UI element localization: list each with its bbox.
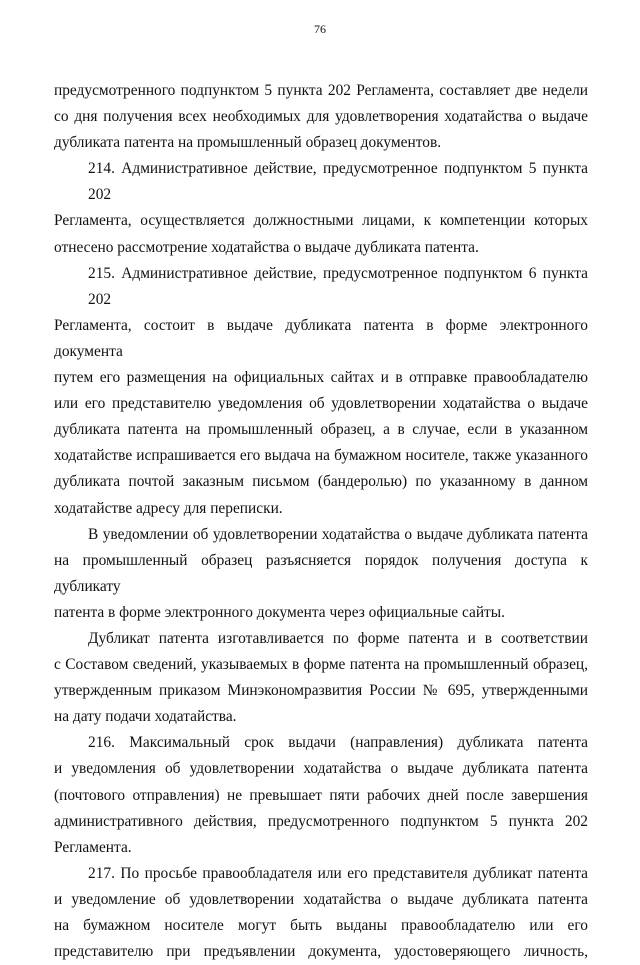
text-line: Регламента. <box>54 838 132 856</box>
text-line: В уведомлении об удовлетворении ходатайства о выдаче дубликата патента <box>88 525 588 543</box>
document-body <box>54 78 588 965</box>
text-line: 215. Административное действие, предусмотренное подпунктом 6 пункта 202 <box>88 264 588 308</box>
text-line: и уведомление об удовлетворении ходатайства о выдаче дубликата патента <box>54 890 588 908</box>
text-line: и уведомления об удовлетворении ходатайства о выдаче дубликата патента <box>54 760 588 778</box>
text-line: утвержденным приказом Минэкономразвития России № 695, утвержденными <box>54 682 588 700</box>
text-line: дубликата патента на промышленный образец документов. <box>54 134 442 152</box>
text-line: на бумажном носителе могут быть выданы правообладателю или его <box>54 917 588 934</box>
text-line: отнесено рассмотрение ходатайства о выдаче дубликата патента. <box>54 238 479 256</box>
text-line: патента в форме электронного документа через официальные сайты. <box>54 603 505 621</box>
paragraph <box>54 261 588 522</box>
text-line: административного действия, предусмотренного подпунктом 5 пункта 202 <box>54 812 588 830</box>
text-line: Регламента, состоит в выдаче дубликата патента в форме электронного документа <box>54 316 588 360</box>
page-number: 76 <box>314 22 326 36</box>
text-line: или его представителю уведомления об удовлетворении ходатайства о выдаче <box>54 395 588 413</box>
text-line: дубликата почтой заказным письмом (бандеролью) по указанному в данном <box>54 473 588 491</box>
text-line: путем его размещения на официальных сайтах и в отправке правообладателю <box>54 369 588 387</box>
text-line: со дня получения всех необходимых для удовлетворения ходатайства о выдаче <box>54 108 588 126</box>
text-line: 217. По просьбе правообладателя или его представителя дубликат патента <box>88 864 588 882</box>
paragraph <box>54 78 588 156</box>
scan-artifact <box>0 897 640 899</box>
text-line: предусмотренного подпунктом 5 пункта 202 Регламента, составляет две недели <box>54 82 588 99</box>
paragraph <box>54 522 588 626</box>
text-line: дубликата патента на промышленный образец, а в случае, если в указанном <box>54 421 588 439</box>
text-line: представителю при предъявлении документа, удостоверяющего личность, <box>54 943 588 961</box>
paragraph <box>54 626 588 730</box>
text-line: Дубликат патента изготавливается по форме патента и в соответствии <box>88 629 588 647</box>
paragraph <box>54 156 588 260</box>
text-line: 214. Административное действие, предусмотренное подпунктом 5 пункта 202 <box>88 160 588 204</box>
text-line: (почтового отправления) не превышает пяти рабочих дней после завершения <box>54 786 588 804</box>
text-line: на промышленный образец разъясняется порядок получения доступа к дубликату <box>54 551 588 595</box>
text-line: 216. Максимальный срок выдачи (направления) дубликата патента <box>88 734 588 752</box>
text-line: ходатайстве адресу для переписки. <box>54 499 283 517</box>
text-line: Регламента, осуществляется должностными лицами, к компетенции которых <box>54 212 588 230</box>
text-line: с Составом сведений, указываемых в форме патента на промышленный образец, <box>54 656 588 674</box>
paragraph <box>54 730 588 860</box>
paragraph <box>54 861 588 965</box>
text-line: ходатайстве испрашивается его выдача на бумажном носителе, также указанного <box>54 447 588 465</box>
text-line: на дату подачи ходатайства. <box>54 708 237 726</box>
